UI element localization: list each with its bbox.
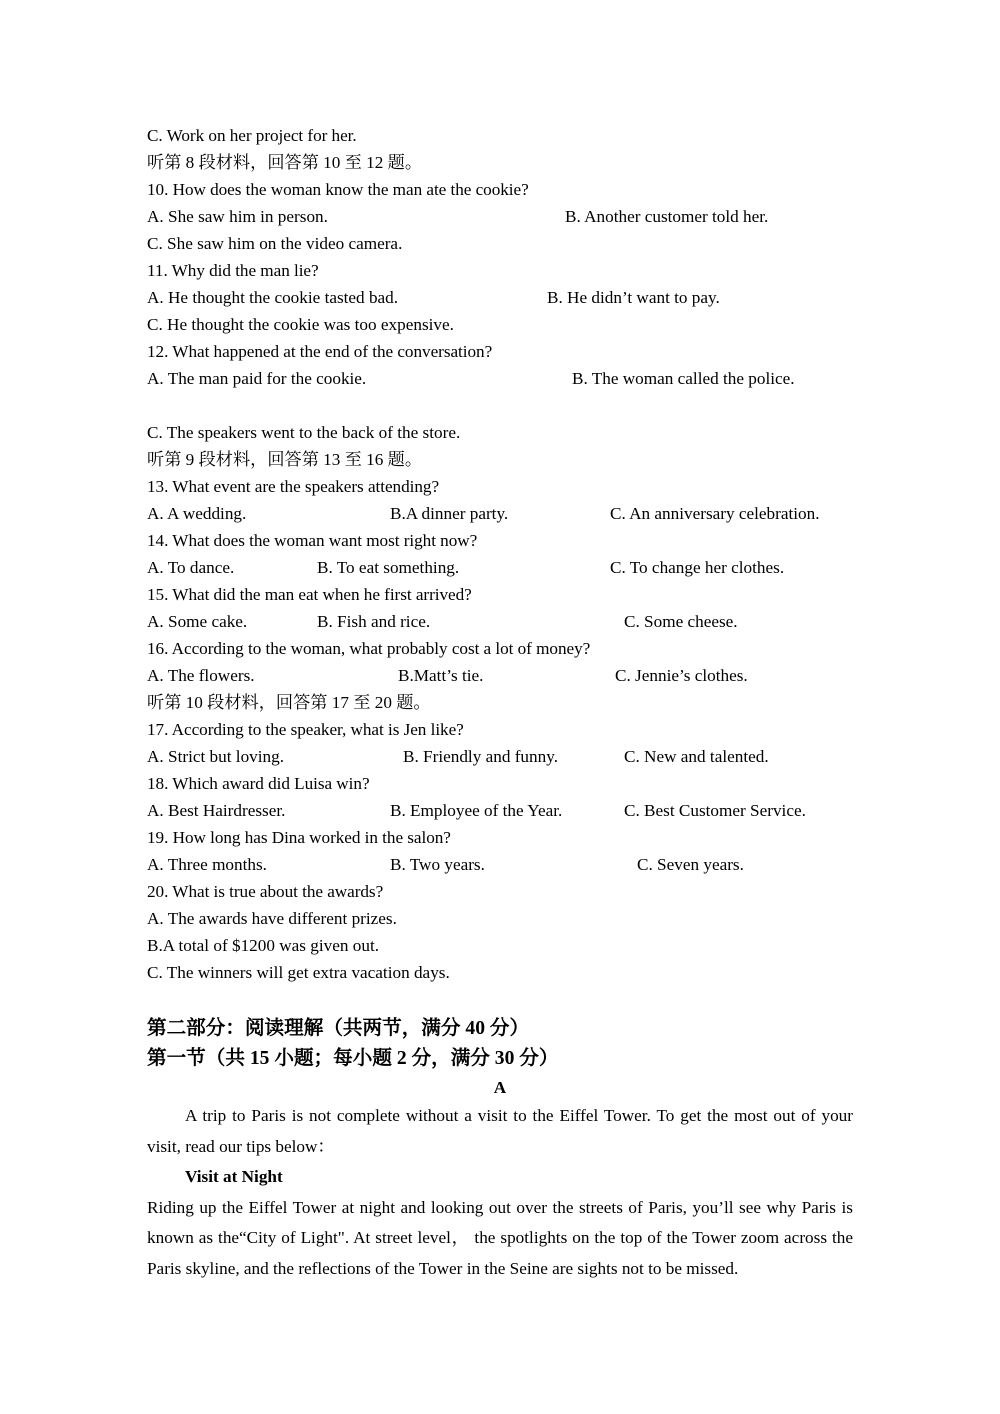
option-row-11-2 [147,311,853,338]
passage-letter-a: A [493,1078,507,1097]
question-stem-17: 17. According to the speaker, what is Jen like? [147,720,464,739]
question-stem-16: 16. According to the woman, what probably cost a lot of money? [147,639,591,658]
question-stem-20: 20. What is true about the awards? [147,882,384,901]
option-row-16 [147,662,853,689]
option-row-19 [147,851,853,878]
option-row-15 [147,608,853,635]
option-15-a[interactable]: A. Some cake. [147,612,248,631]
option-12-b[interactable]: B. The woman called the police. [572,369,795,388]
spacer-before-part-two [147,986,853,1014]
option-row-20-3 [147,959,853,986]
option-20-b[interactable]: B.A total of $1200 was given out. [147,936,380,955]
passage-subheading-visit-at-night: Visit at Night [185,1167,283,1186]
question-stem-12: 12. What happened at the end of the conversation? [147,342,493,361]
option-18-b[interactable]: B. Employee of the Year. [390,801,563,820]
option-15-b[interactable]: B. Fish and rice. [317,612,431,631]
option-20-c[interactable]: C. The winners will get extra vacation days. [147,963,450,982]
passage-paragraph-2: Riding up the Eiffel Tower at night and looking out over the streets of Paris, you’ll see why Paris is known as the“City of Light". At street level， the spotlights on the top of the Tower zoom across the Paris skyline, and the reflections of the Tower in the Seine are sights not to be missed. [147,1197,858,1278]
option-19-a[interactable]: A. Three months. [147,855,267,874]
option-13-b[interactable]: B.A dinner party. [390,504,509,523]
passage-paragraph-1: A trip to Paris is not complete without a visit to the Eiffel Tower. To get the most out of your visit, read our tips below： [147,1106,858,1156]
option-11-b[interactable]: B. He didn’t want to pay. [547,288,720,307]
option-13-a[interactable]: A. A wedding. [147,504,247,523]
option-14-c[interactable]: C. To change her clothes. [610,558,785,577]
option-row-18 [147,797,853,824]
option-row-13 [147,500,853,527]
option-16-b[interactable]: B.Matt’s tie. [398,666,484,685]
question-stem-19: 19. How long has Dina worked in the salon? [147,828,451,847]
option-15-c[interactable]: C. Some cheese. [624,612,738,631]
listening-instruction-10: 听第 10 段材料，回答第 17 至 20 题。 [147,693,431,712]
option-19-c[interactable]: C. Seven years. [637,855,744,874]
option-10-b[interactable]: B. Another customer told her. [565,207,769,226]
option-row-14 [147,554,853,581]
option-17-b[interactable]: B. Friendly and funny. [403,747,558,766]
section-one-heading: 第一节（共 15 小题；每小题 2 分，满分 30 分） [147,1048,559,1069]
option-12-a[interactable]: A. The man paid for the cookie. [147,369,367,388]
option-18-a[interactable]: A. Best Hairdresser. [147,801,286,820]
option-14-b[interactable]: B. To eat something. [317,558,460,577]
option-11-a[interactable]: A. He thought the cookie tasted bad. [147,288,399,307]
option-row-20-1 [147,905,853,932]
option-row-17 [147,743,853,770]
option-17-a[interactable]: A. Strict but loving. [147,747,285,766]
part-two-heading: 第二部分：阅读理解（共两节，满分 40 分） [147,1018,530,1039]
question-stem-14: 14. What does the woman want most right now? [147,531,478,550]
spacer-after-q12 [147,392,853,419]
option-18-c[interactable]: C. Best Customer Service. [624,801,806,820]
option-row-10-1 [147,203,853,230]
question-stem-11: 11. Why did the man lie? [147,261,319,280]
option-row-10-2 [147,230,853,257]
question-stem-15: 15. What did the man eat when he first arrived? [147,585,472,604]
question-stem-10: 10. How does the woman know the man ate the cookie? [147,180,529,199]
option-19-b[interactable]: B. Two years. [390,855,485,874]
listening-instruction-8: 听第 8 段材料，回答第 10 至 12 题。 [147,153,423,172]
question-stem-18: 18. Which award did Luisa win? [147,774,370,793]
option-row-12-1 [147,365,853,392]
listening-instruction-9: 听第 9 段材料，回答第 13 至 16 题。 [147,450,423,469]
option-row-12-2 [147,419,853,446]
option-16-a[interactable]: A. The flowers. [147,666,255,685]
question-stem-13: 13. What event are the speakers attending? [147,477,440,496]
option-17-c[interactable]: C. New and talented. [624,747,769,766]
option-10-c[interactable]: C. She saw him on the video camera. [147,234,403,253]
option-14-a[interactable]: A. To dance. [147,558,235,577]
option-10-a[interactable]: A. She saw him in person. [147,207,328,226]
option-row-11-1 [147,284,853,311]
option-20-a[interactable]: A. The awards have different prizes. [147,909,397,928]
page-content [147,122,858,1284]
option-16-c[interactable]: C. Jennie’s clothes. [615,666,748,685]
option-row-20-2 [147,932,853,959]
carryover-option: C. Work on her project for her. [147,126,357,145]
option-12-c[interactable]: C. The speakers went to the back of the store. [147,423,461,442]
option-11-c[interactable]: C. He thought the cookie was too expensive. [147,315,454,334]
option-13-c[interactable]: C. An anniversary celebration. [610,504,820,523]
